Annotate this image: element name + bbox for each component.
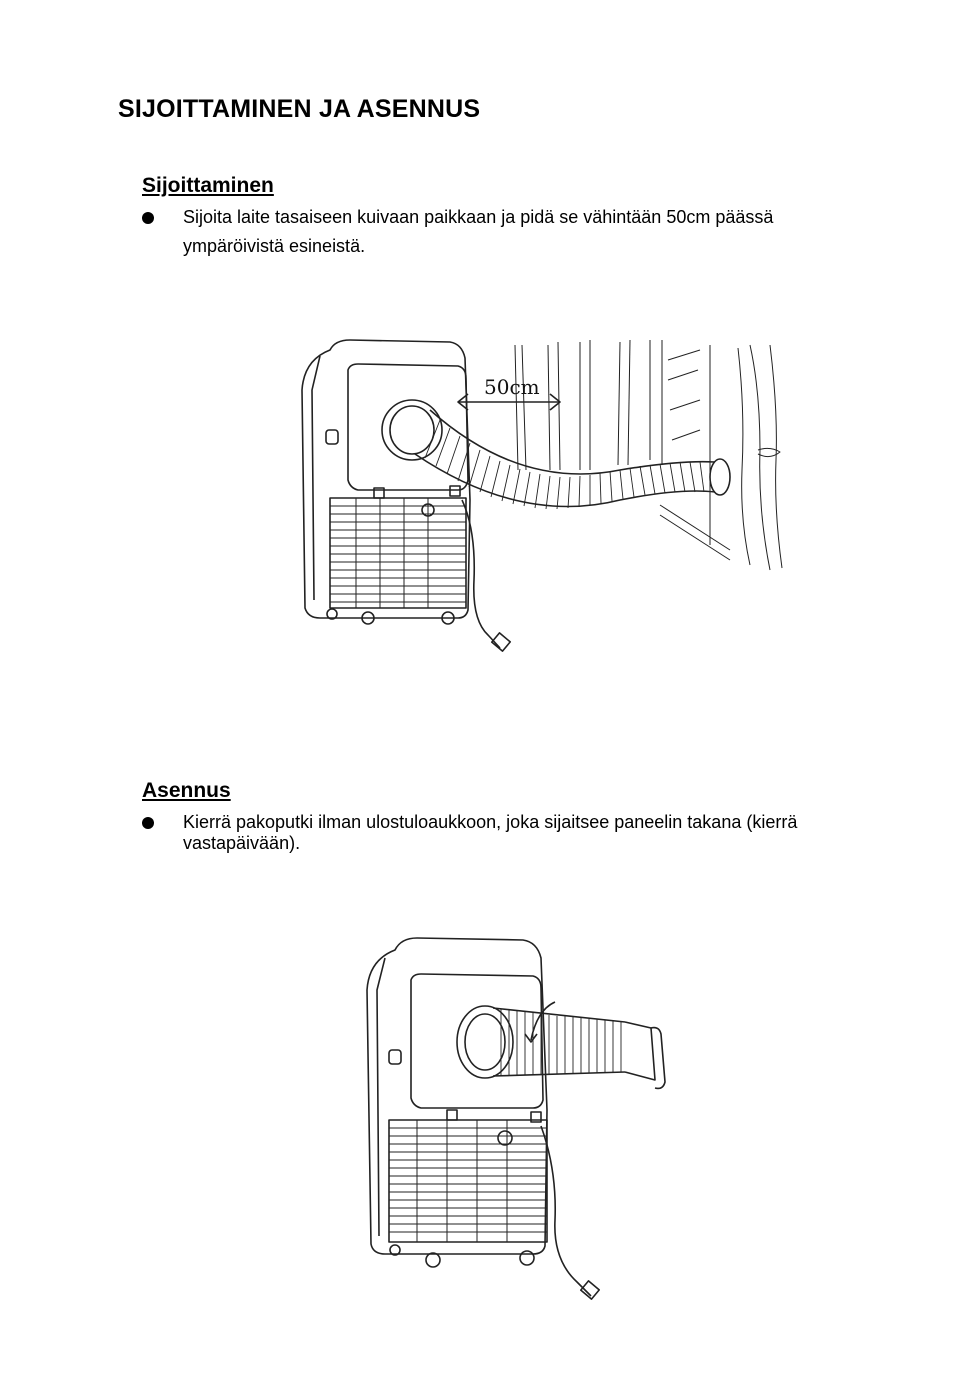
section-heading-installation: Asennus — [142, 779, 231, 802]
bullet-item-installation — [142, 808, 902, 868]
page-title: SIJOITTAMINEN JA ASENNUS — [118, 95, 481, 123]
bullet-line: vastapäivään). — [183, 833, 301, 853]
bullet-item-placement — [142, 203, 902, 263]
bullet-text — [183, 203, 903, 261]
bullet-line: ympäröivistä esineistä. — [183, 236, 366, 256]
distance-label: 50cm — [484, 375, 540, 399]
bullet-line: Sijoita laite tasaiseen kuivaan paikkaan ja pidä se vähintään 50cm päässä — [183, 207, 774, 227]
bullet-dot — [142, 817, 154, 829]
installation-illustration — [355, 930, 695, 1310]
placement-illustration — [290, 330, 800, 660]
bullet-dot — [142, 212, 154, 224]
bullet-line: Kierrä pakoputki ilman ulostuloaukkoon, joka sijaitsee paneelin takana (kierrä — [183, 812, 798, 832]
section-heading-placement: Sijoittaminen — [142, 174, 274, 197]
bullet-text — [183, 808, 903, 858]
